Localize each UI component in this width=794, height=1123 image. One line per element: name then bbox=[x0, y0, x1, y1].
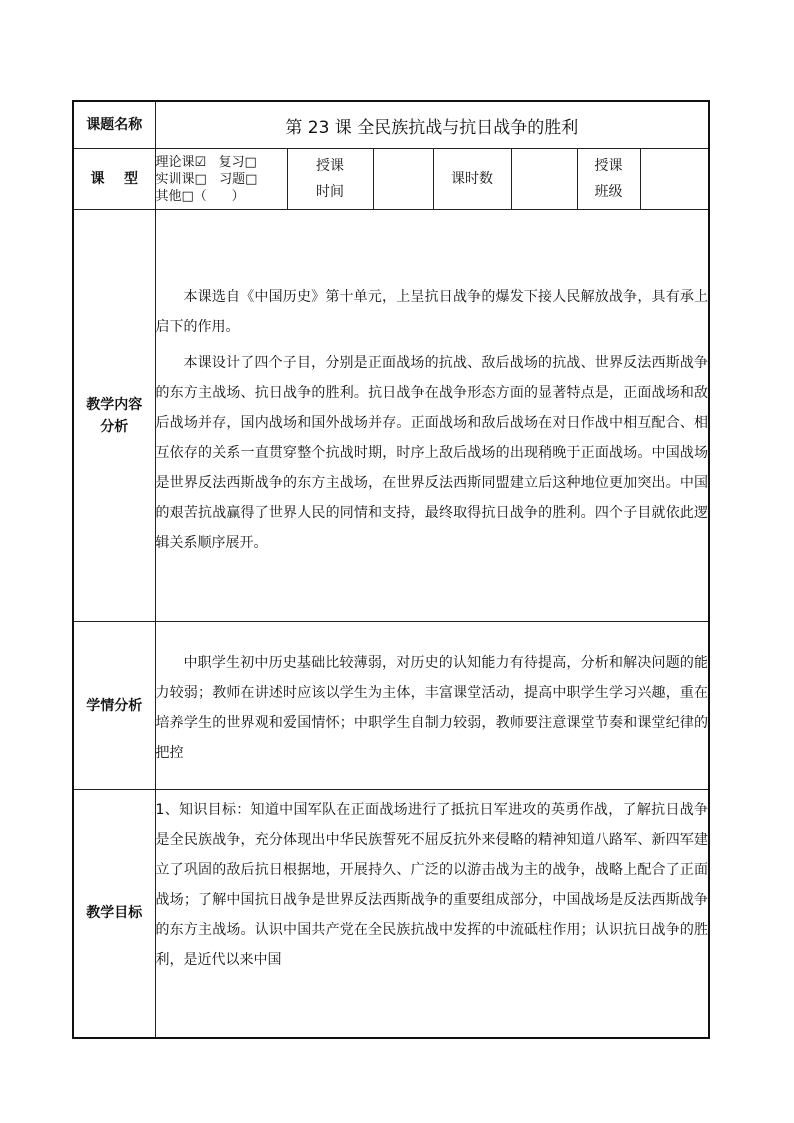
type-label: 课 型 bbox=[73, 149, 155, 210]
teaching-class-value bbox=[641, 149, 709, 209]
teaching-class-cell bbox=[577, 149, 709, 210]
learner-analysis-text: 中职学生初中历史基础比较薄弱，对历史的认知能力有待提高，分析和解决问题的能力较弱；教师在讲述时应该以学生为主体，丰富课堂活动，提高中职学生学习兴趣，重在培养学生的世界观和爱国情怀；中职学生自制力较弱，教师要注意课堂节奏和课堂纪律的把控 bbox=[155, 654, 709, 761]
objectives-clip bbox=[156, 795, 709, 1035]
class-hours-value bbox=[511, 149, 577, 210]
content-paragraph-1: 本课选自《中国历史》第十单元，上呈抗日战争的爆发下接人民解放战争，具有承上启下的作用。 bbox=[155, 288, 709, 335]
objectives-cell bbox=[155, 790, 709, 1038]
row-title bbox=[73, 101, 709, 149]
row-objectives bbox=[73, 790, 709, 1038]
learner-analysis-label: 学情分析 bbox=[73, 622, 155, 790]
content-analysis-label: 教学内容 分析 bbox=[73, 210, 155, 622]
teaching-time-label: 授课 时间 bbox=[287, 149, 373, 210]
title-label: 课题名称 bbox=[73, 101, 155, 149]
row-learner-analysis bbox=[73, 622, 709, 790]
class-hours-label: 课时数 bbox=[433, 149, 511, 210]
content-paragraph-2: 本课设计了四个子目，分别是正面战场的抗战、敌后战场的抗战、世界反法西斯战争的东方主战场、抗日战争的胜利。抗日战争在战争形态方面的显著特点是，正面战场和敌后战场并存，国内战场和国外战场并存。正面战场和敌后战场在对日作战中相互配合、相互依存的关系一直贯穿整个抗战时期，时序上敌后战场的出现稍晚于正面战场。中国战场是世界反法西斯战争的东方主战场，在世界反法西斯同盟建立后这种地位更加突出。中国的艰苦抗战赢得了世界人民的同情和支持，最终取得抗日战争的胜利。四个子目就依此逻辑关系顺序展开。 bbox=[155, 354, 709, 551]
type-option-3: 其他□（ ） bbox=[155, 188, 245, 204]
objectives-text: 1、知识目标：知道中国军队在正面战场进行了抵抗日军进攻的英勇作战，了解抗日战争是全民族战争，充分体现出中华民族誓死不屈反抗外来侵略的精神知道八路军、新四军建立了巩固的敌后抗日根据地，开展持久、广泛的以游击战为主的战争，战略上配合了正面战场；了解中国抗日战争是世界反法西斯战争的重要组成部分，中国战场是反法西斯战争的东方主战场。认识中国共产党在全民族抗战中发挥的中流砥柱作用；认识抗日战争的胜利，是近代以来中国 bbox=[155, 802, 709, 969]
content-analysis-text bbox=[155, 210, 709, 622]
type-option-2: 实训课□ 习题□ bbox=[155, 171, 258, 187]
objectives-label: 教学目标 bbox=[73, 790, 155, 1038]
type-option-1: 理论课☑ 复习□ bbox=[155, 154, 257, 170]
teaching-time-value bbox=[373, 149, 433, 210]
type-options bbox=[155, 149, 287, 210]
learner-analysis-cell bbox=[155, 622, 709, 790]
lesson-title: 第 23 课 全民族抗战与抗日战争的胜利 bbox=[155, 101, 709, 149]
teaching-class-label: 授课 班级 bbox=[578, 149, 641, 209]
row-content-analysis bbox=[73, 210, 709, 622]
row-type bbox=[73, 149, 709, 210]
lesson-plan-table bbox=[72, 100, 710, 1039]
